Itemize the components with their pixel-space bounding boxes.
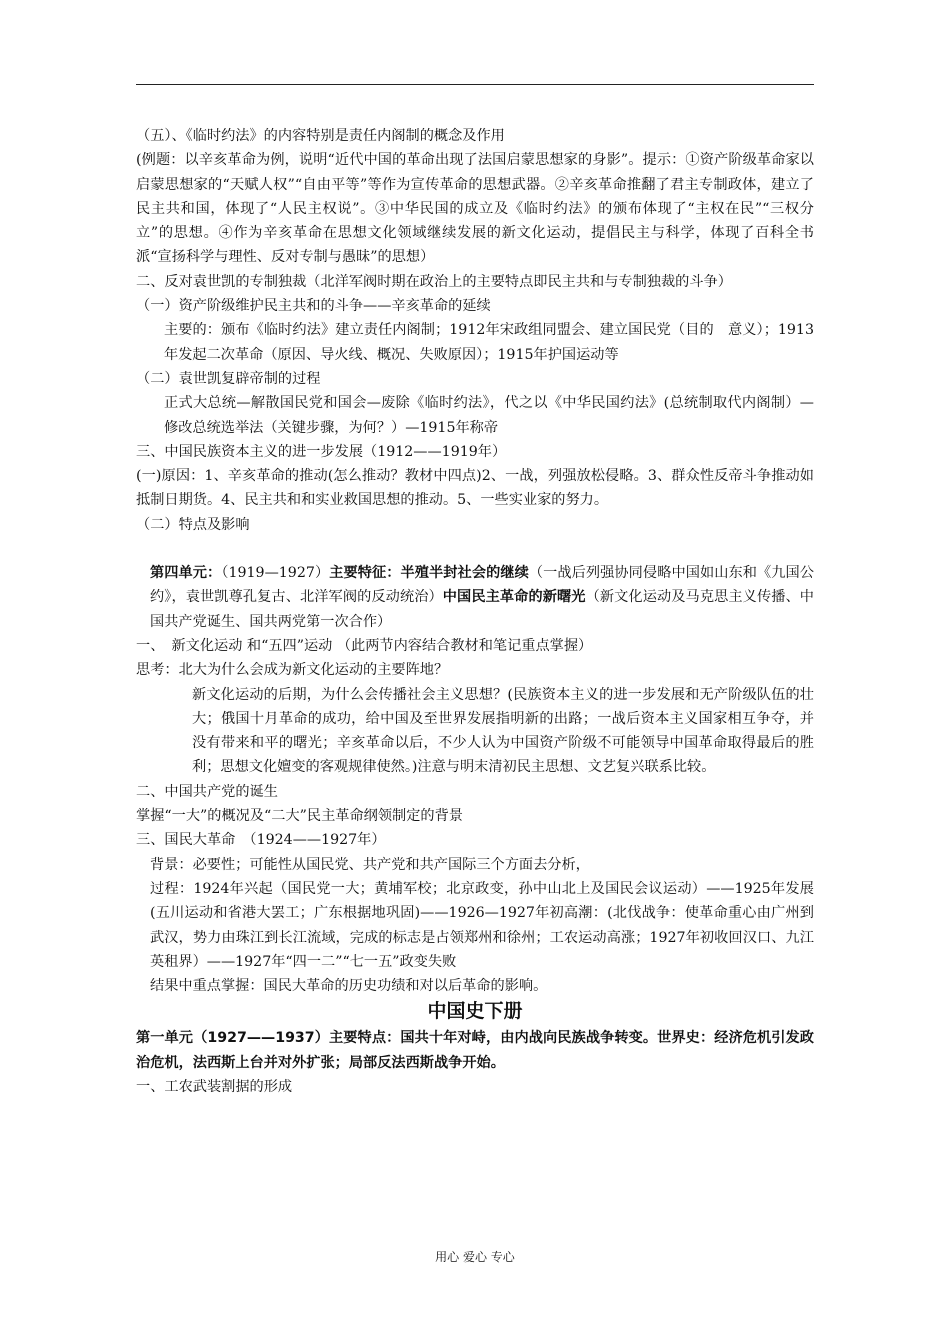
section-heading: 三、国民大革命 （1924——1927年） [136, 832, 386, 849]
paragraph: 过程：1924年兴起（国民党一大；黄埔军校；北京政变，孙中山北上及国民会议运动）——1925年发展(五川运动和省港大罢工；广东根据地巩固)——1926—1927年初高潮：(北伐战争：使革命重心由广州到武汉，势力由珠江到长江流域，完成的标志是占领郑州和徐州；工农运动高涨；1927年初收回汉口、九江英租界）——1927年“四一二”“七一五”政变失败 [150, 880, 814, 970]
document-body [136, 124, 814, 1099]
spacer [136, 537, 814, 561]
section-heading: 二、反对袁世凯的专制独裁（北洋军阀时期在政治上的主要特点即民主共和与专制独裁的斗争） [136, 273, 732, 290]
section-heading: 三、中国民族资本主义的进一步发展（1912——1919年） [136, 443, 507, 460]
unit-label: 第四单元： [150, 565, 222, 582]
header-rule [136, 84, 814, 85]
paragraph: 主要的：颁布《临时约法》建立责任内阁制；1912年宋政组同盟会、建立国民党（目的 意义）；1913年发起二次革命（原因、导火线、概况、失败原因）；1915年护国运动等 [164, 322, 814, 363]
paragraph: 结果中重点掌握：国民大革命的历史功绩和对以后革命的影响。 [150, 978, 548, 995]
unit-feature-2-note: （新文化运动及马克思主义传播、中国共产党诞生、国共两党第一次合作） [150, 589, 814, 630]
paragraph: 掌握“一大”的概况及“二大”民主革命纲领制定的背景 [136, 808, 463, 825]
section-heading: （五）、《临时约法》的内容特别是责任内阁制的概念及作用 [136, 128, 505, 144]
page-footer: 用心 爱心 专心 [435, 1250, 515, 1264]
section-heading: 一、 新文化运动 和“五四”运动 （此两节内容结合教材和笔记重点掌握） [136, 637, 593, 654]
unit-feature-note: （一战后列强协同侵略中国如山东和《九国公约》，袁世凯尊孔复古、北洋军阀的反动统治） [150, 565, 814, 606]
paragraph: 背景：必要性；可能性从国民党、共产党和共产国际三个方面去分析， [150, 856, 590, 873]
example-paragraph: (例题：以辛亥革命为例，说明“近代中国的革命出现了法国启蒙思想家的身影”。提示：①资产阶级革命家以启蒙思想家的“天赋人权”“自由平等”等作为宣传革命的思想武器。②辛亥革命推翻了君主专制政体，建立了民主共和国，体现了“人民主权说”。③中华民国的成立及《临时约法》的颁布体现了“主权在民”“三权分立”的思想。④作为辛亥革命在思想文化领域继续发展的新文化运动，提倡民主与科学，体现了百科全书派“宣扬科学与理性、反对专制与愚昧”的思想） [136, 152, 814, 266]
unit-heading: 第一单元（1927——1937）主要特点：国共十年对峙，由内战向民族战争转变。世界史：经济危机引发政治危机，法西斯上台并对外扩张；局部反法西斯战争开始。 [136, 1030, 814, 1071]
unit-years: （1919—1927） [221, 565, 330, 582]
section-heading: 一、工农武装割据的形成 [136, 1078, 293, 1095]
volume-title: 中国史下册 [427, 1000, 523, 1023]
section-heading: 二、中国共产党的诞生 [136, 783, 278, 800]
subsection-heading: （二）特点及影响 [136, 516, 250, 533]
unit-feature: 主要特征：半殖半封社会的继续 [329, 565, 529, 582]
paragraph: 正式大总统—解散国民党和国会—废除《临时约法》，代之以《中华民国约法》(总统制取代内阁制）—修改总统选举法（关键步骤，为何？）—1915年称帝 [164, 395, 814, 436]
subsection-heading: （一）资产阶级维护民主共和的斗争——辛亥革命的延续 [136, 298, 491, 315]
unit-feature-2: 中国民主革命的新曙光 [442, 589, 586, 606]
paragraph: (一)原因：1、辛亥革命的推动(怎么推动？教材中四点)2、一战，列强放松侵略。3、群众性反帝斗争推动如抵制日期货。4、民主共和和实业救国思想的推动。5、一些实业家的努力。 [136, 468, 814, 509]
subsection-heading: （二）袁世凯复辟帝制的过程 [136, 370, 321, 387]
question: 思考：北大为什么会成为新文化运动的主要阵地？ [136, 662, 449, 679]
paragraph: 新文化运动的后期，为什么会传播社会主义思想？(民族资本主义的进一步发展和无产阶级队伍的壮大；俄国十月革命的成功，给中国及至世界发展指明新的出路；一战后资本主义国家相互争夺，并没有带来和平的曙光；辛亥革命以后，不少人认为中国资产阶级不可能领导中国革命取得最后的胜利；思想文化嬗变的客观规律使然。)注意与明末清初民主思想、文艺复兴联系比较。 [192, 686, 814, 776]
unit-heading [136, 561, 814, 634]
